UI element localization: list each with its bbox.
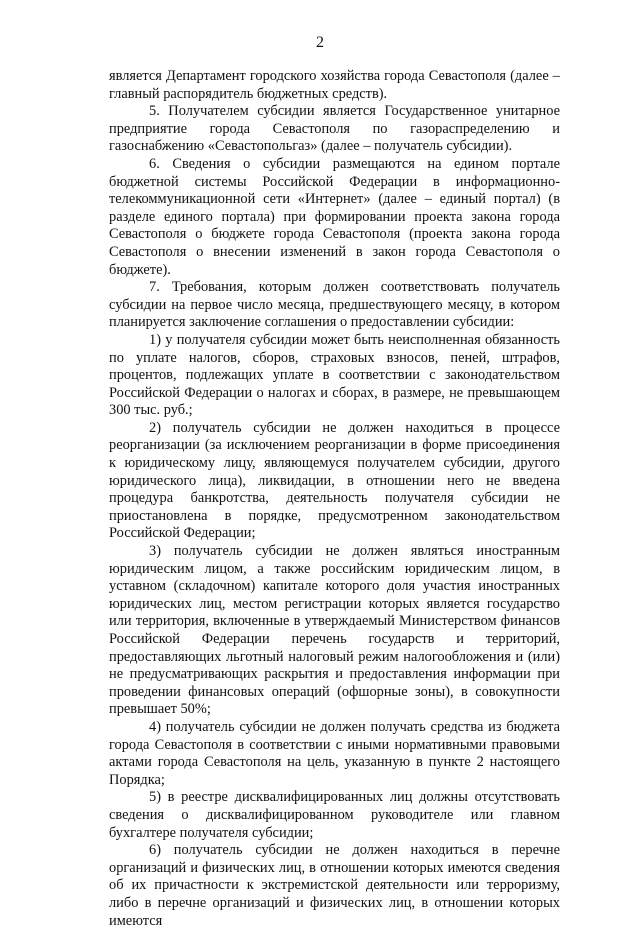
page-number: 2 bbox=[316, 34, 324, 51]
requirement-item-6: 6) получатель субсидии не должен находиться в перечне организаций и физических лиц, в отношении которых имеются сведения об их причастности к экстремистской деятельности или терроризму, либо в перечне организаций и физических лиц, в отношении которых имеются bbox=[109, 842, 560, 929]
paragraph-7-requirements: 7. Требования, которым должен соответствовать получатель субсидии на первое число месяца, предшествующего месяцу, в котором планируется заключение соглашения о предоставлении субсидии: bbox=[109, 279, 560, 331]
requirement-item-5: 5) в реестре дисквалифицированных лиц должны отсутствовать сведения о дисквалифицированном руководителе или главном бухгалтере получателя субсидии; bbox=[109, 789, 560, 841]
requirement-item-4: 4) получатель субсидии не должен получать средства из бюджета города Севастополя в соответствии с иными нормативными правовыми актами города Севастополя на цель, указанную в пункте 2 настоящего Порядка; bbox=[109, 718, 560, 788]
paragraph-continuation: является Департамент городского хозяйства города Севастополя (далее – главный распорядитель бюджетных средств). bbox=[109, 68, 560, 102]
paragraph-6-subsidy-info: 6. Сведения о субсидии размещаются на едином портале бюджетной системы Российской Федерации в информационно-телекоммуникационной сети «Интернет» (далее – единый портал) (в разделе единого портала) при формировании проекта закона города Севастополя о бюджете города Севастополя (проекта закона города Севастополя о внесении изменений в закон города Севастополя о бюджете). bbox=[109, 155, 560, 278]
requirement-item-3: 3) получатель субсидии не должен являться иностранным юридическим лицом, а также российским юридическим лицом, в уставном (складочном) капитале которого доля участия иностранных юридических лиц, местом регистрации которых является государство или территория, включенные в утверждаемый Министерством финансов Российской Федерации перечень государств и территорий, предоставляющих льготный налоговый режим налогообложения и (или) не предусматривающих раскрытия и предоставления информации при проведении финансовых операций (офшорные зоны), в совокупности превышает 50%; bbox=[109, 543, 560, 718]
document-body bbox=[109, 68, 560, 930]
paragraph-5-subsidy-recipient: 5. Получателем субсидии является Государственное унитарное предприятие города Севастополя по газораспределению и газоснабжению «Севастопольгаз» (далее – получатель субсидии). bbox=[109, 103, 560, 155]
requirement-item-2: 2) получатель субсидии не должен находиться в процессе реорганизации (за исключением реорганизации в форме присоединения к юридическому лицу, являющемуся получателем субсидии, другого юридического лица), ликвидации, в отношении него не введена процедура банкротства, деятельность получателя субсидии не приостановлена в порядке, предусмотренном законодательством Российской Федерации; bbox=[109, 419, 560, 542]
requirement-item-1: 1) у получателя субсидии может быть неисполненная обязанность по уплате налогов, сборов, страховых взносов, пеней, штрафов, процентов, подлежащих уплате в соответствии с законодательством Российской Федерации о налогах и сборах, в размере, не превышающем 300 тыс. руб.; bbox=[109, 331, 560, 419]
